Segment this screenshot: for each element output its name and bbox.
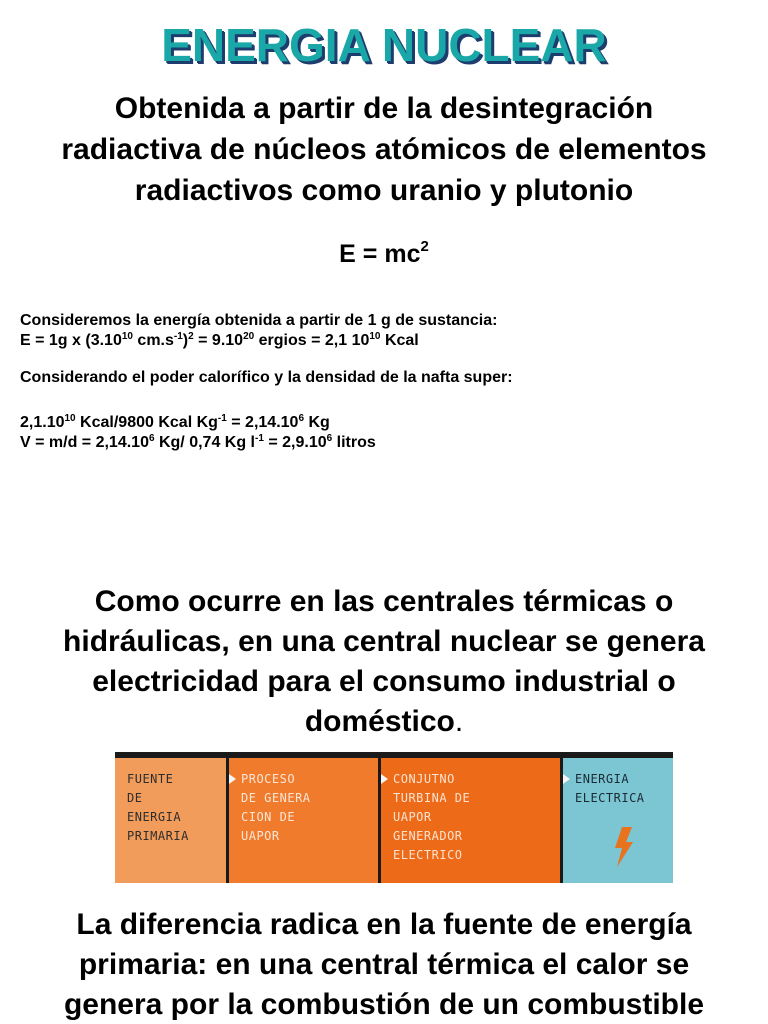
como-line: electricidad para el consumo industrial o	[92, 665, 676, 698]
calc-line-1: Consideremos la energía obtenida a partir de 1 g de sustancia:	[20, 312, 498, 329]
lightning-bolt-icon	[613, 827, 635, 867]
flow-box-text: UAPOR	[241, 829, 280, 843]
formula-base: E = mc	[339, 240, 421, 268]
flow-box-text: ENERGIA	[127, 810, 182, 824]
como-line	[0, 702, 768, 742]
flow-box-text: DE	[127, 791, 143, 805]
calc-exponent: 6	[298, 413, 304, 424]
calc-text: V = m/d = 2,14.10	[20, 434, 149, 451]
calc-exponent: -1	[217, 413, 227, 424]
como-paragraph	[0, 582, 768, 742]
flow-box-text: TURBINA DE	[393, 791, 471, 805]
formula-exponent: 2	[420, 238, 429, 255]
diff-line: genera por la combustión de un combustible	[63, 988, 705, 1021]
flow-box-text: ENERGIA	[575, 772, 630, 786]
calc-text: Kcal/9800 Kcal Kg	[75, 414, 218, 431]
intro-line: Obtenida a partir de la desintegración	[114, 92, 654, 125]
calc-exponent: 6	[326, 433, 333, 444]
calc-exponent: 10	[64, 413, 76, 424]
flow-box-electric-energy	[563, 758, 673, 883]
como-line: hidráulicas, en una central nuclear se genera	[63, 625, 705, 658]
flow-box-text: FUENTE	[127, 772, 174, 786]
calc-text: = 2,9.10	[263, 434, 327, 451]
flow-box-text: CONJUTNO	[393, 772, 455, 786]
calc-text: = 2,14.10	[226, 414, 299, 431]
calc-text: Kcal	[380, 332, 419, 349]
flow-box-text: UAPOR	[393, 810, 432, 824]
calc-text: E = 1g x (3.10	[20, 332, 122, 349]
flow-box-text: PROCESO	[241, 772, 296, 786]
intro-line: radiactivos como uranio y plutonio	[134, 174, 634, 207]
flow-box-text: DE GENERA	[241, 791, 311, 805]
intro-paragraph	[0, 88, 768, 211]
calc-line-2	[20, 331, 740, 351]
calc-exponent: 10	[369, 331, 381, 342]
calc-exponent: -1	[173, 331, 183, 342]
calc-line-5	[20, 433, 740, 453]
flow-arrow-icon	[229, 774, 236, 784]
como-line: Como ocurre en las centrales térmicas o	[94, 585, 674, 618]
como-last-word: doméstico	[304, 705, 455, 738]
calc-text: 2,1.10	[20, 414, 65, 431]
calc-text: )	[182, 332, 189, 349]
einstein-formula	[0, 238, 768, 269]
flow-box-text: GENERADOR	[393, 829, 463, 843]
calc-line-3: Considerando el poder calorífico y la densidad de la nafta super:	[20, 369, 513, 386]
calc-text: ergios = 2,1 10	[254, 332, 370, 349]
diff-line: primaria: en una central térmica el calor se	[78, 948, 690, 981]
calc-exponent: 10	[121, 331, 133, 342]
calc-text: Kg	[304, 414, 330, 431]
calc-line-4	[20, 413, 740, 433]
flow-arrow-icon	[381, 774, 388, 784]
flow-box-text: ELECTRICO	[393, 848, 463, 862]
flow-box-turbine-generator	[381, 758, 560, 883]
calc-text: = 9.10	[193, 332, 244, 349]
intro-line: radiactiva de núcleos atómicos de elementos	[61, 133, 707, 166]
como-period: .	[454, 705, 464, 738]
diferencia-paragraph	[0, 905, 768, 1024]
calc-text: cm.s	[132, 332, 174, 349]
energy-flow-diagram	[115, 752, 673, 883]
flow-box-text: PRIMARIA	[127, 829, 189, 843]
diff-line: La diferencia radica en la fuente de energía	[76, 908, 692, 941]
calc-exponent: -1	[255, 433, 264, 444]
calc-exponent: 2	[188, 331, 194, 342]
calc-text: litros	[332, 434, 376, 451]
calc-exponent: 20	[243, 331, 255, 342]
calculation-block	[20, 311, 740, 453]
calc-exponent: 6	[148, 433, 155, 444]
flow-box-text: ELECTRICA	[575, 791, 645, 805]
page-title: ENERGIA NUCLEAR	[161, 19, 607, 71]
calc-text: Kg/ 0,74 Kg l	[154, 434, 255, 451]
flow-box-text: CION DE	[241, 810, 296, 824]
flow-arrow-icon	[563, 774, 570, 784]
flow-box-primary-source	[115, 758, 226, 883]
flow-box-steam-generation	[229, 758, 378, 883]
